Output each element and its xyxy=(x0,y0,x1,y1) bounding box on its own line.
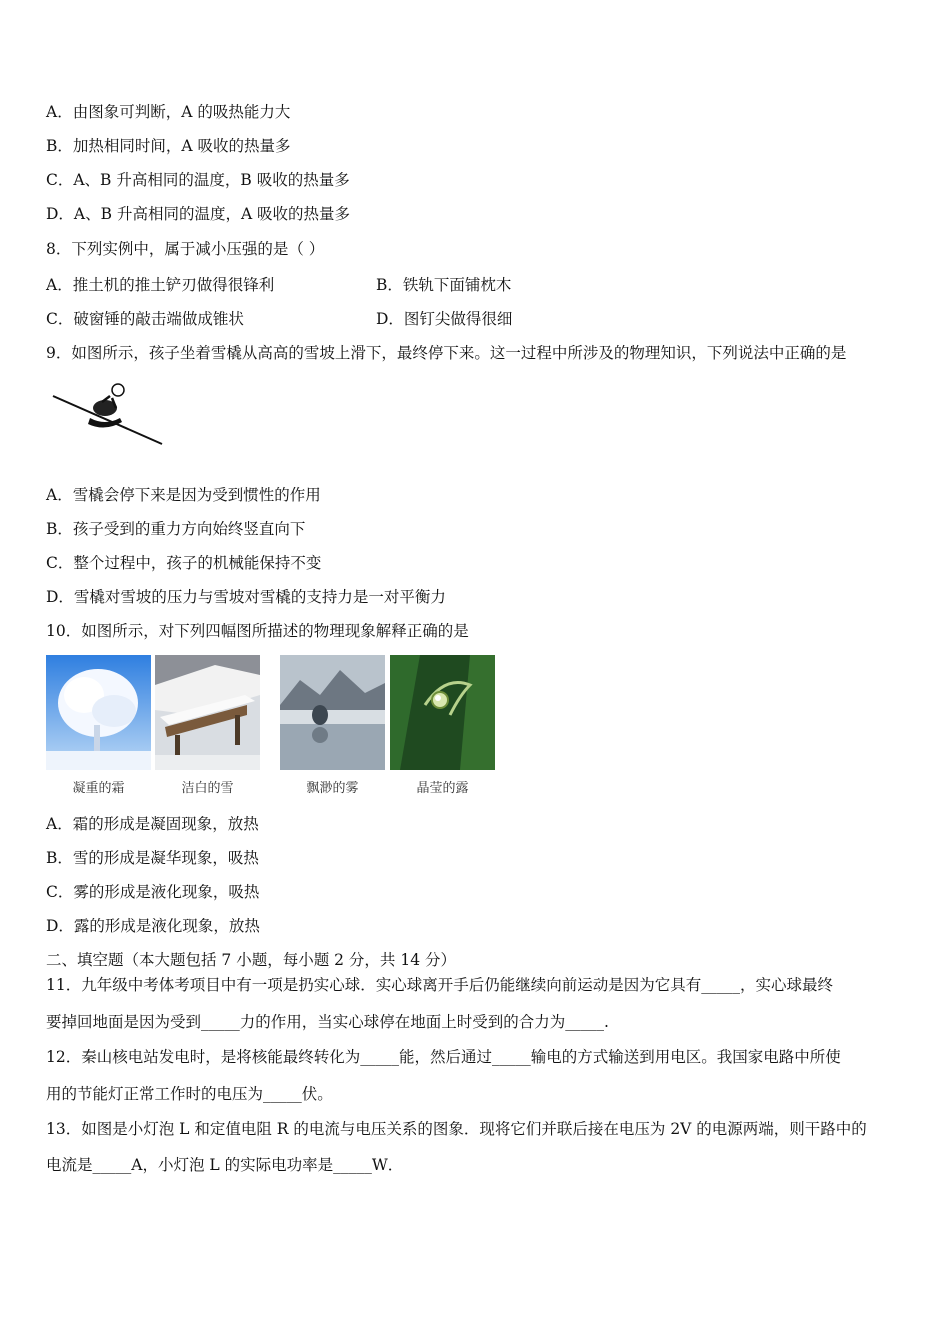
photo-caption: 洁白的雪 xyxy=(181,781,234,796)
sled-figure xyxy=(50,378,165,448)
q10-option-b: B．雪的形成是凝华现象，吸热 xyxy=(46,849,259,867)
snow-bench-photo xyxy=(155,655,260,770)
frost-photo xyxy=(46,655,151,770)
q9-option-c: C．整个过程中，孩子的机械能保持不变 xyxy=(46,554,322,572)
q10-option-d: D．露的形成是液化现象，放热 xyxy=(46,917,260,935)
q9-stem: 9．如图所示，孩子坐着雪橇从高高的雪坡上滑下，最终停下来。这一过程中所涉及的物理知识，下列说法中正确的是 xyxy=(46,344,847,362)
q8-option-a: A．推土机的推土铲刃做得很锋利 xyxy=(46,276,275,294)
q8-option-b: B．铁轨下面铺枕木 xyxy=(376,276,512,294)
q10-option-a: A．霜的形成是凝固现象，放热 xyxy=(46,815,259,833)
q8-option-d: D．图钉尖做得很细 xyxy=(376,310,513,328)
q10-option-c: C．雾的形成是液化现象，吸热 xyxy=(46,883,260,901)
q13-line-2: 电流是_____A，小灯泡 L 的实际电功率是_____W． xyxy=(46,1156,404,1174)
photo-caption: 凝重的霜 xyxy=(72,781,125,796)
q8-stem: 8．下列实例中，属于减小压强的是（ ） xyxy=(46,240,325,258)
q9-option-a: A．雪橇会停下来是因为受到惯性的作用 xyxy=(46,486,321,504)
q9-option-d: D．雪橇对雪坡的压力与雪坡对雪橇的支持力是一对平衡力 xyxy=(46,588,446,606)
q13-line-1: 13．如图是小灯泡 L 和定值电阻 R 的电流与电压关系的图象．现将它们并联后接在电压为 2V 的电源两端，则干路中的 xyxy=(46,1120,867,1138)
q11-line-1: 11．九年级中考体考项目中有一项是扔实心球．实心球离开手后仍能继续向前运动是因为它具有_____，实心球最终 xyxy=(46,976,833,994)
q7-option-c: C．A、B 升高相同的温度，B 吸收的热量多 xyxy=(46,171,350,189)
q12-line-2: 用的节能灯正常工作时的电压为_____伏。 xyxy=(46,1085,333,1103)
q8-option-c: C．破窗锤的敲击端做成锥状 xyxy=(46,310,244,328)
q7-option-b: B．加热相同时间，A 吸收的热量多 xyxy=(46,137,291,155)
q10-stem: 10．如图所示，对下列四幅图所描述的物理现象解释正确的是 xyxy=(46,622,469,640)
q12-line-1: 12．秦山核电站发电时，是将核能最终转化为_____能，然后通过_____输电的方式输送到用电区。我国家电路中所使 xyxy=(46,1048,841,1066)
dew-leaf-photo xyxy=(390,655,495,770)
section-2-heading: 二、填空题（本大题包括 7 小题，每小题 2 分，共 14 分） xyxy=(46,951,457,969)
q11-line-2: 要掉回地面是因为受到_____力的作用，当实心球停在地面上时受到的合力为_____. xyxy=(46,1013,609,1031)
q9-option-b: B．孩子受到的重力方向始终竖直向下 xyxy=(46,520,306,538)
q7-option-a: A．由图象可判断，A 的吸热能力大 xyxy=(46,103,291,121)
photo-caption: 晶莹的露 xyxy=(416,781,469,796)
fog-lake-photo xyxy=(280,655,385,770)
photo-caption: 飘渺的雾 xyxy=(306,781,359,796)
q7-option-d: D．A、B 升高相同的温度，A 吸收的热量多 xyxy=(46,205,351,223)
